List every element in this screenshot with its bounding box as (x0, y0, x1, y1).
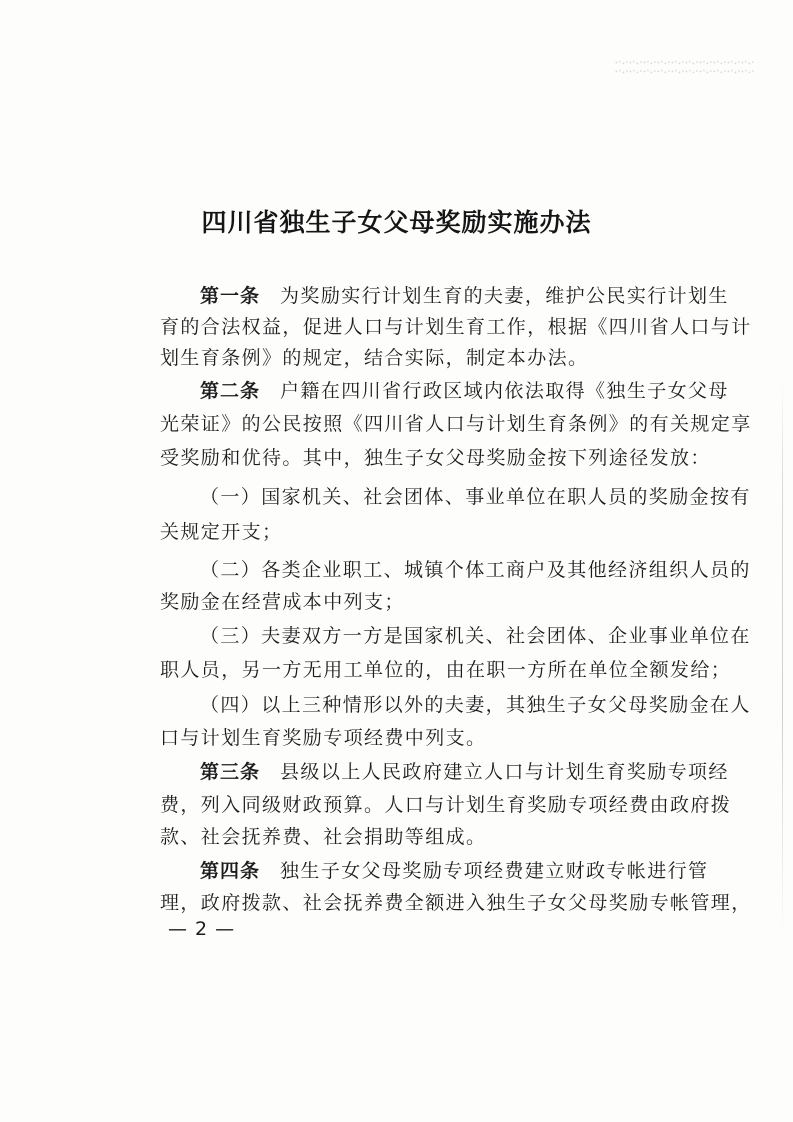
article1-text: 为奖励实行计划生育的夫妻，维护公民实行计划生 (280, 285, 729, 307)
item2-line2: 奖励金在经营成本中列支； (160, 591, 405, 613)
article3-line2: 费，列入同级财政预算。人口与计划生育奖励专项经费由政府拨 (160, 794, 732, 816)
item4-line2: 口与计划生育奖励专项经费中列支。 (160, 727, 487, 749)
article2-line3: 受奖励和优待。其中，独生子女父母奖励金按下列途径发放： (160, 447, 711, 469)
article4-label: 第四条 (200, 860, 261, 882)
item1-line1: （一）国家机关、社会团体、事业单位在职人员的奖励金按有 (200, 486, 751, 508)
article3-first-line (200, 757, 729, 787)
article3-label: 第三条 (200, 761, 261, 783)
document-title: 四川省独生子女父母奖励实施办法 (201, 208, 592, 237)
item4-line1: （四）以上三种情形以外的夫妻，其独生子女父母奖励金在人 (200, 694, 751, 716)
item2-line1: （二）各类企业职工、城镇个体工商户及其他经济组织人员的 (200, 559, 751, 581)
article2-text: 户籍在四川省行政区域内依法取得《独生子女父母 (280, 380, 729, 402)
item3-line1: （三）夫妻双方一方是国家机关、社会团体、企业事业单位在 (200, 625, 751, 647)
item3-line2: 职人员，另一方无用工单位的，由在职一方所在单位全额发给； (160, 659, 732, 681)
article3-text: 县级以上人民政府建立人口与计划生育奖励专项经 (280, 761, 729, 783)
page-number: — 2 — (168, 918, 236, 940)
article2-label: 第二条 (200, 380, 261, 402)
article1-line2: 育的合法权益，促进人口与计划生育工作，根据《四川省人口与计 (160, 316, 752, 338)
article2-first-line (200, 376, 729, 406)
scan-noise (615, 58, 755, 76)
article1-line3: 划生育条例》的规定，结合实际，制定本办法。 (160, 347, 589, 369)
article1-label: 第一条 (200, 285, 261, 307)
item1-line2: 关规定开支； (160, 521, 283, 543)
article4-text: 独生子女父母奖励专项经费建立财政专帐进行管 (280, 860, 709, 882)
scan-edge-shadow (782, 380, 783, 940)
article1-first-line (200, 281, 729, 311)
article3-line3: 款、社会抚养费、社会捐助等组成。 (160, 826, 487, 848)
article4-first-line (200, 856, 708, 886)
article2-line2: 光荣证》的公民按照《四川省人口与计划生育条例》的有关规定享 (160, 413, 752, 435)
article4-line2: 理，政府拨款、社会抚养费全额进入独生子女父母奖励专帐管理， (160, 892, 752, 914)
